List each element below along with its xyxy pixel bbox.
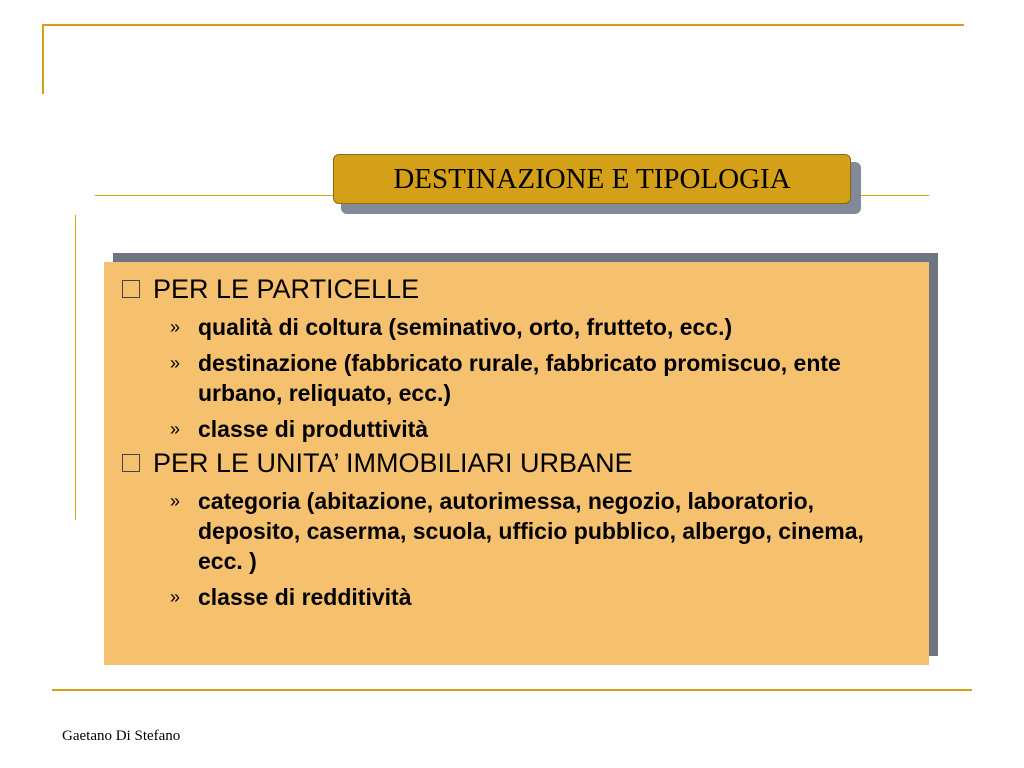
- chevron-bullet-icon: »: [170, 419, 181, 439]
- square-bullet-icon: [122, 454, 140, 472]
- list-item-text: classe di redditività: [198, 584, 412, 610]
- list-item-text: destinazione (fabbricato rurale, fabbricato promiscuo, ente urbano, reliquato, ecc.): [198, 350, 841, 406]
- list-item: [122, 414, 929, 444]
- square-bullet-icon: [122, 280, 140, 298]
- chevron-bullet-icon: »: [170, 353, 181, 373]
- chevron-bullet-icon: »: [170, 491, 181, 511]
- list-item: [122, 486, 929, 576]
- section-heading: [122, 272, 929, 306]
- section-heading-text: PER LE PARTICELLE: [153, 274, 420, 304]
- content-box: [104, 262, 929, 665]
- list-item: [122, 348, 929, 408]
- list-item-text: classe di produttività: [198, 416, 429, 442]
- list-item-text: categoria (abitazione, autorimessa, negozio, laboratorio, deposito, caserma, scuola, ufficio pubblico, albergo, cinema, ecc. ): [198, 488, 864, 574]
- list-item-text: qualità di coltura (seminativo, orto, frutteto, ecc.): [198, 314, 733, 340]
- chevron-bullet-icon: »: [170, 317, 181, 337]
- slide-title: DESTINAZIONE E TIPOLOGIA: [393, 162, 791, 195]
- chevron-bullet-icon: »: [170, 587, 181, 607]
- top-left-rule: [42, 24, 44, 94]
- list-item: [122, 312, 929, 342]
- list-item: [122, 582, 929, 612]
- title-box: [333, 154, 851, 204]
- footer-author: Gaetano Di Stefano: [62, 728, 181, 744]
- left-rule: [75, 215, 76, 520]
- bottom-rule: [52, 689, 972, 691]
- section-heading-text: PER LE UNITA’ IMMOBILIARI URBANE: [153, 448, 633, 478]
- top-rule: [42, 24, 964, 26]
- section-heading: [122, 446, 929, 480]
